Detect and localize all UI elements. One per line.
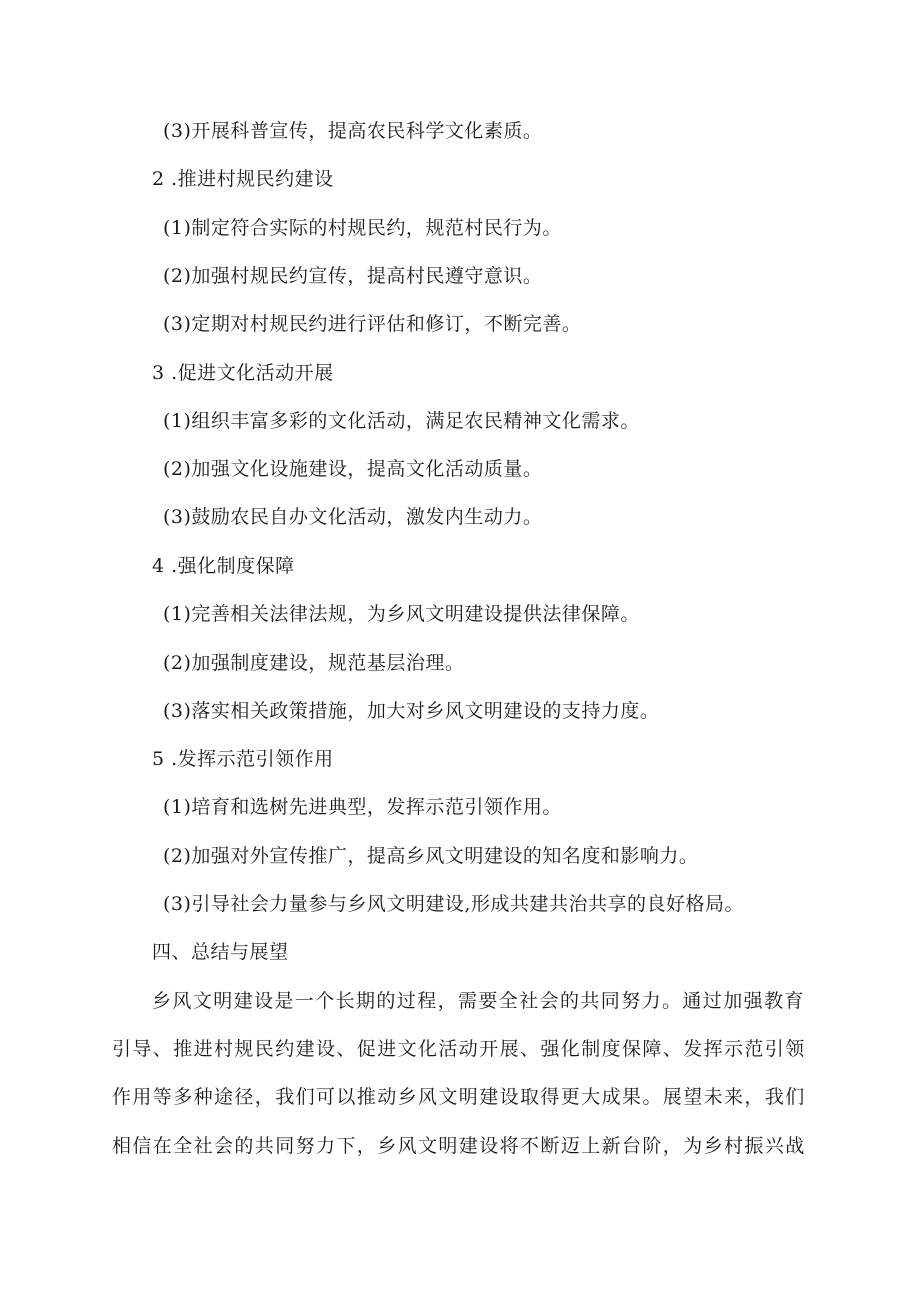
list-item: (2)加强村规民约宣传，提高村民遵守意识。	[163, 265, 543, 287]
list-item: (2)加强文化设施建设，提高文化活动质量。	[163, 458, 543, 480]
chapter-heading: 四、总结与展望	[152, 941, 289, 963]
summary-paragraph-line: 引导、推进村规民约建设、促进文化活动开展、强化制度保障、发挥示范引领	[112, 1038, 806, 1060]
list-item: (2)加强对外宣传推广，提高乡风文明建设的知名度和影响力。	[163, 845, 699, 867]
summary-paragraph-line: 乡风文明建设是一个长期的过程，需要全社会的共同努力。通过加强教育	[152, 990, 805, 1012]
section-heading: 4 .强化制度保障	[152, 555, 295, 577]
section-heading: 2 .推进村规民约建设	[152, 168, 334, 190]
section-heading: 3 .促进文化活动开展	[152, 362, 334, 384]
list-item: (3)引导社会力量参与乡风文明建设,形成共建共治共享的良好格局。	[163, 893, 744, 915]
list-item: (1)培育和选树先进典型，发挥示范引领作用。	[163, 796, 562, 818]
list-item: (1)制定符合实际的村规民约，规范村民行为。	[163, 217, 562, 239]
list-item: (3)落实相关政策措施，加大对乡风文明建设的支持力度。	[163, 700, 660, 722]
summary-paragraph-line: 相信在全社会的共同努力下，乡风文明建设将不断迈上新台阶，为乡村振兴战	[112, 1135, 806, 1157]
summary-paragraph-line: 作用等多种途径，我们可以推动乡风文明建设取得更大成果。展望未来，我们	[112, 1086, 806, 1108]
section-heading: 5 .发挥示范引领作用	[152, 748, 334, 770]
list-item: (3)鼓励农民自办文化活动，激发内生动力。	[163, 506, 543, 528]
list-item: (2)加强制度建设，规范基层治理。	[163, 652, 465, 674]
list-item: (3)定期对村规民约进行评估和修订，不断完善。	[163, 313, 582, 335]
list-item: (1)完善相关法律法规，为乡风文明建设提供法律保障。	[163, 603, 640, 625]
list-item: (1)组织丰富多彩的文化活动，满足农民精神文化需求。	[163, 410, 640, 432]
list-item: (3)开展科普宣传，提高农民科学文化素质。	[163, 120, 543, 142]
